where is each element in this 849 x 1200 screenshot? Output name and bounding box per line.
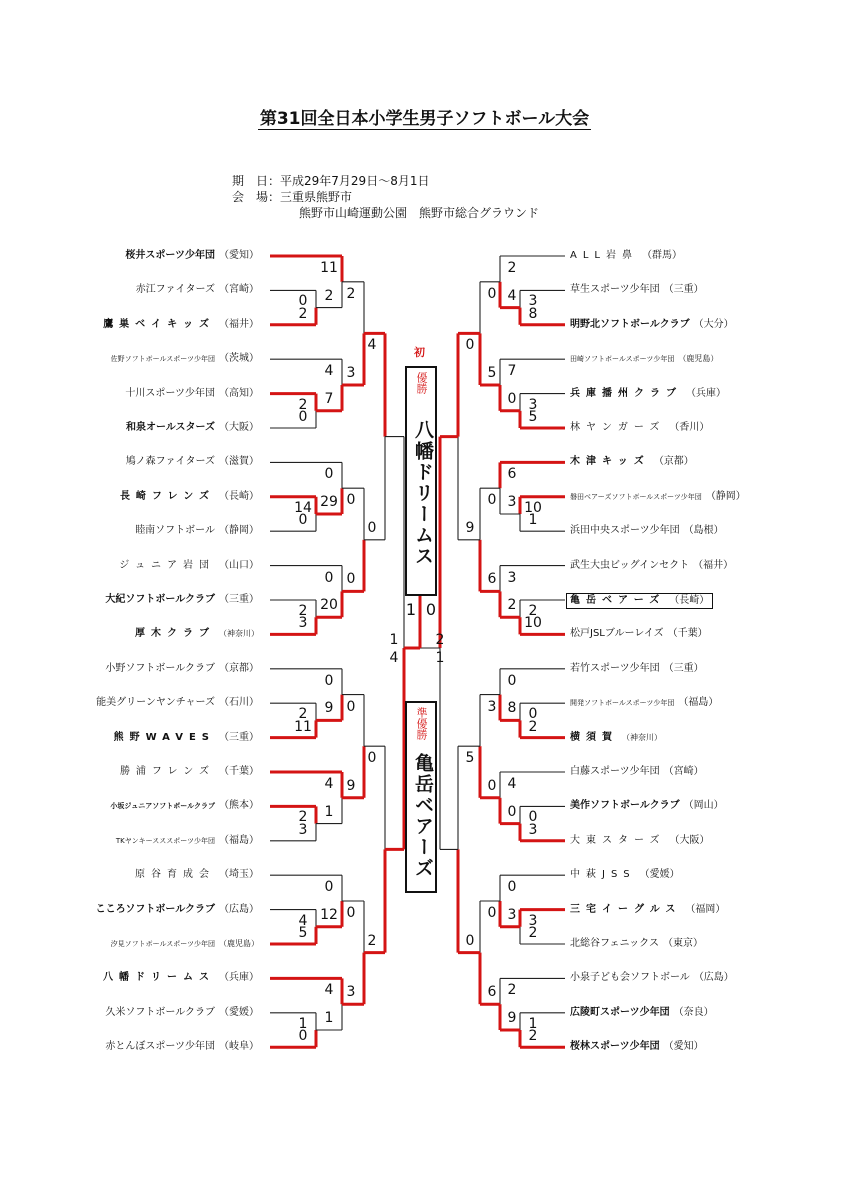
team-name: ジュニア岩団 bbox=[119, 559, 215, 571]
score-bottom: 2 bbox=[528, 718, 538, 735]
team-prefecture: （茨城） bbox=[219, 353, 259, 365]
team-name: 田崎ソフトボールスポーツ少年団 bbox=[570, 355, 675, 364]
team-prefecture: （京都） bbox=[219, 662, 259, 674]
score-top: 4 bbox=[324, 982, 334, 999]
score-top: 2 bbox=[298, 706, 308, 723]
score-top: 2 bbox=[528, 603, 538, 619]
score-top: 4 bbox=[324, 363, 334, 380]
team-prefecture: （三重） bbox=[219, 594, 259, 605]
team-prefecture: （三重） bbox=[663, 284, 704, 296]
team-name: 浜田中央スポーツ少年団 bbox=[570, 525, 680, 537]
team-row bbox=[570, 524, 724, 538]
team-name: 汐見ソフトボールスポーツ少年団 bbox=[110, 940, 215, 948]
team-prefecture: （広島） bbox=[693, 972, 734, 984]
team-prefecture: （宮崎） bbox=[663, 766, 704, 777]
team-name: 小泉子ども会ソフトボール bbox=[570, 972, 690, 984]
team-name: 熊野WAVES bbox=[113, 731, 215, 743]
team-name: 大紀ソフトボールクラブ bbox=[105, 594, 215, 605]
score-bottom: 5 bbox=[487, 365, 497, 381]
team-row bbox=[119, 559, 259, 573]
team-row bbox=[570, 455, 694, 469]
team-prefecture: （香川） bbox=[669, 422, 710, 433]
team-name: 睦南ソフトボール bbox=[135, 525, 215, 537]
team-name: 能美グリーンヤンチャーズ bbox=[96, 697, 215, 709]
team-name: ALL岩鼻 bbox=[570, 250, 638, 261]
team-name: 鳩ノ森ファイターズ bbox=[125, 456, 215, 468]
team-prefecture: （大阪） bbox=[219, 422, 259, 433]
score-top: 0 bbox=[346, 698, 356, 715]
final-score-right: 0 bbox=[425, 600, 437, 619]
score-top: 4 bbox=[324, 776, 334, 792]
team-row bbox=[570, 1006, 714, 1020]
score-top: 7 bbox=[507, 363, 517, 380]
team-name: 和泉オールスターズ bbox=[126, 422, 215, 433]
score-bottom: 3 bbox=[346, 365, 356, 381]
team-name: 厚木クラブ bbox=[135, 628, 215, 640]
score-bottom: 2 bbox=[507, 597, 517, 614]
score-top: 0 bbox=[487, 285, 497, 302]
score-top: 10 bbox=[524, 499, 542, 516]
team-prefecture: （宮崎） bbox=[219, 284, 259, 296]
team-name: 林ヤンガーズ bbox=[570, 422, 666, 433]
team-prefecture: （高知） bbox=[219, 387, 259, 399]
score-top: 2 bbox=[298, 603, 308, 619]
team-row bbox=[126, 421, 259, 435]
team-name: 桜井スポーツ少年団 bbox=[125, 250, 215, 261]
score-bottom: 3 bbox=[507, 494, 517, 510]
score-top: 2 bbox=[298, 809, 308, 826]
team-row bbox=[570, 249, 682, 263]
team-name: 中萩JSS bbox=[570, 869, 636, 881]
team-name: 美作ソフトボールクラブ bbox=[570, 800, 680, 812]
venue-label: 会 場： bbox=[232, 190, 281, 204]
team-row bbox=[570, 387, 726, 401]
runner-up-name: 亀岳ベアーズ bbox=[412, 753, 434, 879]
team-prefecture: （島根） bbox=[683, 525, 724, 537]
team-prefecture: （愛媛） bbox=[219, 1006, 259, 1018]
team-name: 武生大虫ビッグインセクト bbox=[570, 559, 690, 571]
team-row bbox=[570, 971, 734, 985]
team-prefecture: （大阪） bbox=[669, 834, 710, 846]
team-row bbox=[135, 627, 259, 641]
team-row bbox=[570, 627, 708, 641]
score-bottom: 8 bbox=[507, 700, 517, 717]
score-top: 4 bbox=[367, 337, 377, 354]
team-prefecture: （福岡） bbox=[685, 903, 726, 915]
score-bottom: 2 bbox=[298, 305, 308, 322]
score-bottom: 5 bbox=[528, 409, 538, 425]
team-prefecture: （神奈川） bbox=[622, 732, 662, 742]
champion-name: 八幡ドリームス bbox=[412, 420, 434, 567]
team-row bbox=[116, 834, 259, 848]
score-top: 1 bbox=[298, 1015, 308, 1032]
team-prefecture: （愛媛） bbox=[639, 869, 680, 881]
team-row bbox=[103, 971, 259, 985]
score-bottom: 9 bbox=[324, 700, 334, 717]
team-name: 広陵町スポーツ少年団 bbox=[570, 1006, 670, 1018]
team-prefecture: （三重） bbox=[663, 662, 704, 674]
team-prefecture: （鹿児島） bbox=[678, 354, 719, 364]
score-bottom: 0 bbox=[465, 932, 475, 949]
score-bottom: 12 bbox=[320, 906, 338, 923]
score-bottom: 10 bbox=[524, 615, 542, 632]
team-prefecture: （福島） bbox=[219, 834, 259, 846]
score-top: 2 bbox=[435, 632, 445, 648]
score-bottom: 2 bbox=[528, 1028, 538, 1045]
team-prefecture: （千葉） bbox=[667, 628, 708, 640]
score-bottom: 0 bbox=[507, 803, 517, 820]
score-top: 0 bbox=[298, 293, 308, 310]
score-bottom: 6 bbox=[487, 571, 497, 588]
date-value: 平成29年7月29日～8月1日 bbox=[280, 174, 430, 188]
team-name: TKヤンキースススポーツ少年団 bbox=[115, 836, 215, 845]
team-row bbox=[105, 662, 259, 676]
team-prefecture: （滋賀） bbox=[219, 456, 259, 468]
score-bottom: 9 bbox=[507, 1010, 517, 1026]
score-bottom: 9 bbox=[346, 777, 356, 794]
team-name: 亀岳ベアーズ bbox=[570, 595, 666, 606]
team-prefecture: （山口） bbox=[219, 559, 259, 571]
team-prefecture: （愛知） bbox=[219, 250, 259, 261]
score-bottom: 5 bbox=[298, 925, 308, 941]
score-bottom: 0 bbox=[367, 519, 377, 536]
team-name: 小坂ジュニアソフトボールクラブ bbox=[110, 802, 215, 811]
team-row bbox=[135, 524, 259, 538]
team-row bbox=[120, 765, 259, 779]
score-bottom: 29 bbox=[320, 494, 338, 510]
score-top: 0 bbox=[324, 879, 334, 896]
team-row bbox=[105, 593, 259, 607]
score-bottom: 0 bbox=[487, 777, 497, 794]
score-bottom: 20 bbox=[320, 597, 338, 614]
team-row bbox=[570, 421, 709, 435]
team-row bbox=[570, 799, 724, 813]
team-row bbox=[570, 834, 710, 848]
score-top: 3 bbox=[487, 698, 497, 715]
team-row bbox=[126, 455, 259, 469]
first-title-tag: 初 bbox=[414, 346, 425, 359]
score-top: 6 bbox=[507, 466, 517, 483]
score-top: 0 bbox=[528, 706, 538, 723]
champion-box bbox=[405, 366, 437, 596]
team-row bbox=[111, 352, 259, 366]
score-top: 3 bbox=[507, 569, 517, 586]
score-bottom: 9 bbox=[465, 519, 475, 536]
score-bottom: 0 bbox=[298, 409, 308, 425]
team-row bbox=[570, 1040, 704, 1054]
team-row bbox=[125, 387, 259, 401]
team-row bbox=[110, 799, 259, 813]
team-prefecture: （石川） bbox=[219, 697, 259, 709]
team-name: 佐野ソフトボールスポーツ少年団 bbox=[110, 355, 215, 364]
team-prefecture: （群馬） bbox=[641, 250, 682, 261]
score-top: 1 bbox=[389, 632, 399, 648]
score-top: 0 bbox=[507, 672, 517, 689]
team-prefecture: （兵庫） bbox=[686, 387, 726, 399]
team-row bbox=[570, 559, 733, 573]
team-row bbox=[570, 662, 704, 676]
team-prefecture: （大分） bbox=[693, 318, 734, 330]
score-top: 11 bbox=[320, 260, 338, 276]
score-top: 0 bbox=[465, 337, 475, 354]
team-row bbox=[114, 731, 259, 745]
team-name: 松戸JSLブルーレイズ bbox=[570, 628, 664, 640]
team-prefecture: （千葉） bbox=[219, 766, 259, 777]
score-bottom: 0 bbox=[298, 512, 308, 529]
team-row bbox=[566, 593, 713, 609]
team-prefecture: （埼玉） bbox=[219, 869, 259, 881]
score-bottom: 8 bbox=[528, 305, 538, 322]
score-bottom: 7 bbox=[324, 390, 334, 407]
score-top: 0 bbox=[528, 809, 538, 826]
score-bottom: 0 bbox=[507, 390, 517, 407]
team-prefecture: （三重） bbox=[219, 731, 259, 743]
score-top: 0 bbox=[507, 879, 517, 896]
score-bottom: 2 bbox=[528, 925, 538, 941]
team-prefecture: （長崎） bbox=[219, 490, 259, 502]
score-bottom: 1 bbox=[324, 803, 334, 820]
score-top: 2 bbox=[507, 260, 517, 276]
score-bottom: 0 bbox=[346, 571, 356, 588]
team-name: 横須賀 bbox=[570, 731, 618, 743]
team-prefecture: （京都） bbox=[653, 456, 694, 468]
score-top: 4 bbox=[507, 776, 517, 792]
team-row bbox=[570, 765, 704, 779]
score-top: 14 bbox=[294, 499, 312, 516]
team-row bbox=[105, 1006, 259, 1020]
score-bottom: 2 bbox=[324, 287, 334, 304]
score-top: 2 bbox=[298, 396, 308, 413]
score-bottom: 3 bbox=[528, 821, 538, 838]
score-bottom: 4 bbox=[389, 650, 399, 666]
team-name: 草生スポーツ少年団 bbox=[570, 284, 660, 296]
team-prefecture: （東京） bbox=[663, 938, 703, 949]
team-prefecture: （鹿児島） bbox=[219, 939, 259, 948]
team-name: 若竹スポーツ少年団 bbox=[570, 662, 660, 674]
team-row bbox=[570, 696, 718, 710]
team-name: 原谷育成会 bbox=[135, 869, 215, 881]
score-top: 5 bbox=[465, 750, 475, 767]
score-top: 1 bbox=[528, 1015, 538, 1032]
date-label: 期 日： bbox=[232, 174, 281, 188]
team-prefecture: （奈良） bbox=[673, 1006, 714, 1018]
venue-detail: 熊野市山崎運動公園 熊野市総合グラウンド bbox=[299, 206, 540, 220]
team-row bbox=[136, 283, 259, 297]
team-row bbox=[570, 318, 734, 332]
team-name: 開発ソフトボールスポーツ少年団 bbox=[570, 699, 675, 708]
score-top: 3 bbox=[528, 396, 538, 413]
score-bottom: 4 bbox=[507, 287, 517, 304]
team-prefecture: （愛知） bbox=[663, 1041, 704, 1053]
team-name: 木津キッズ bbox=[570, 456, 650, 468]
team-name: 長崎フレンズ bbox=[119, 490, 215, 502]
score-bottom: 1 bbox=[528, 512, 538, 529]
team-prefecture: （静岡） bbox=[219, 525, 259, 537]
score-bottom: 0 bbox=[298, 1028, 308, 1045]
team-name: 三宅イーグルス bbox=[570, 903, 682, 915]
team-name: 赤とんぼスポーツ少年団 bbox=[105, 1041, 215, 1053]
score-bottom: 6 bbox=[487, 984, 497, 1001]
team-name: こころソフトボールクラブ bbox=[95, 903, 215, 915]
score-top: 0 bbox=[367, 750, 377, 767]
team-prefecture: （静岡） bbox=[705, 490, 746, 502]
venue-value: 三重県熊野市 bbox=[280, 190, 353, 204]
team-name: 大東スターズ bbox=[570, 834, 666, 846]
team-row bbox=[96, 903, 259, 917]
score-top: 4 bbox=[298, 912, 308, 929]
team-prefecture: （広島） bbox=[219, 903, 259, 915]
team-name: 鷹巣ベイキッズ bbox=[103, 318, 215, 330]
team-name: 兵庫播州クラブ bbox=[570, 387, 682, 399]
score-top: 0 bbox=[346, 492, 356, 509]
team-row bbox=[120, 490, 259, 504]
team-row bbox=[570, 283, 704, 297]
score-top: 3 bbox=[528, 912, 538, 929]
score-top: 3 bbox=[528, 293, 538, 310]
score-bottom: 11 bbox=[294, 718, 312, 735]
team-prefecture: （神奈川） bbox=[219, 629, 259, 639]
score-bottom: 3 bbox=[298, 615, 308, 632]
team-prefecture: （熊本） bbox=[219, 800, 259, 812]
team-prefecture: （岐阜） bbox=[219, 1041, 259, 1053]
team-name: 磐田ベアーズソフトボールスポーツ少年団 bbox=[570, 492, 702, 501]
final-score-left: 1 bbox=[405, 600, 417, 619]
team-prefecture: （福島） bbox=[678, 697, 719, 709]
team-row bbox=[570, 490, 746, 504]
team-prefecture: （長崎） bbox=[669, 595, 710, 606]
champion-label: 優勝 bbox=[415, 372, 428, 394]
team-name: 北総谷フェニックス bbox=[570, 938, 659, 949]
team-prefecture: （福井） bbox=[693, 559, 734, 571]
score-top: 0 bbox=[324, 672, 334, 689]
team-name: 八幡ドリームス bbox=[103, 972, 215, 984]
runner-up-label: 準優勝 bbox=[415, 707, 428, 740]
team-row bbox=[111, 937, 259, 951]
score-bottom: 1 bbox=[435, 650, 445, 666]
team-name: 十川スポーツ少年団 bbox=[125, 387, 215, 399]
score-bottom: 1 bbox=[324, 1010, 334, 1026]
score-bottom: 3 bbox=[346, 984, 356, 1001]
team-row bbox=[103, 318, 259, 332]
team-row bbox=[570, 352, 718, 366]
score-top: 0 bbox=[324, 569, 334, 586]
team-prefecture: （福井） bbox=[219, 318, 259, 330]
score-top: 0 bbox=[487, 492, 497, 509]
page-title: 第31回全日本小学生男子ソフトボール大会 bbox=[259, 109, 590, 129]
team-name: 桜林スポーツ少年団 bbox=[570, 1041, 660, 1053]
team-prefecture: （兵庫） bbox=[219, 972, 259, 984]
runner-up-box bbox=[405, 701, 437, 893]
team-row bbox=[570, 731, 662, 745]
team-row bbox=[135, 868, 259, 882]
score-top: 0 bbox=[487, 905, 497, 921]
team-name: 久米ソフトボールクラブ bbox=[105, 1006, 215, 1018]
team-row bbox=[570, 903, 725, 917]
score-bottom: 2 bbox=[367, 932, 377, 949]
score-top: 0 bbox=[324, 466, 334, 483]
team-name: 赤江ファイターズ bbox=[135, 284, 215, 296]
score-top: 0 bbox=[346, 905, 356, 921]
team-row bbox=[570, 868, 680, 882]
team-row bbox=[105, 1040, 259, 1054]
team-name: 白藤スポーツ少年団 bbox=[570, 766, 660, 777]
team-prefecture: （岡山） bbox=[683, 800, 724, 812]
score-top: 2 bbox=[507, 982, 517, 999]
team-row bbox=[570, 937, 703, 951]
team-name: 明野北ソフトボールクラブ bbox=[570, 318, 690, 330]
team-name: 小野ソフトボールクラブ bbox=[105, 662, 215, 674]
score-top: 2 bbox=[346, 285, 356, 302]
score-bottom: 3 bbox=[298, 821, 308, 838]
score-bottom: 3 bbox=[507, 906, 517, 923]
team-name: 勝浦フレンズ bbox=[119, 766, 215, 777]
team-row bbox=[125, 249, 259, 263]
team-row bbox=[96, 696, 259, 710]
